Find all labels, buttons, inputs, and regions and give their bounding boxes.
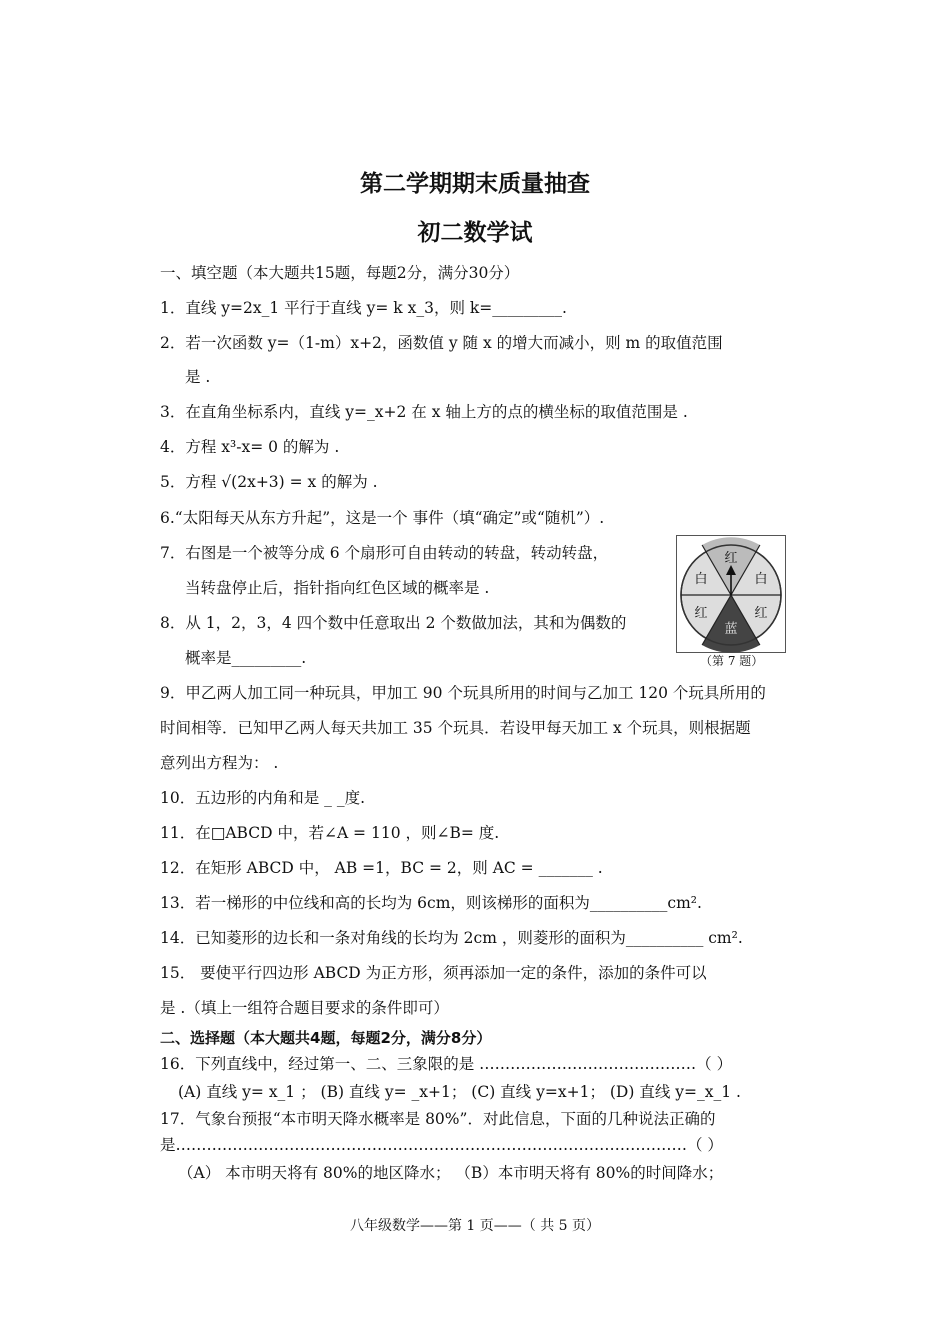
question-5: 5．方程 √(2x+3) = x 的解为 .	[160, 473, 378, 491]
exam-title: 第二学期期末质量抽查	[360, 171, 590, 197]
question-16: 16．下列直线中，经过第一、二、三象限的是 ……………………………………（ ）	[160, 1055, 733, 1073]
question-9-line3: 意列出方程为： .	[160, 754, 279, 772]
question-2-line1: 2．若一次函数 y=（1-m）x+2，函数值 y 随 x 的增大而减小，则 m 的取值范围	[160, 334, 723, 352]
section-heading-choice: 二、选择题（本大题共4题，每题2分，满分8分）	[160, 1029, 492, 1047]
sector-label-upper-right: 白	[754, 572, 768, 587]
exam-subtitle: 初二数学试	[417, 220, 533, 246]
question-17-options: （A） 本市明天将有 80%的地区降水； （B）本市明天将有 80%的时间降水；	[178, 1164, 724, 1182]
sector-label-top: 红	[724, 551, 738, 566]
question-15-line1: 15． 要使平行四边形 ABCD 为正方形，须再添加一定的条件，添加的条件可以	[160, 964, 707, 982]
question-2-line2: 是 .	[185, 368, 211, 386]
section-heading-fill: 一、填空题（本大题共15题，每题2分，满分30分）	[160, 264, 520, 282]
sector-label-bottom: 蓝	[724, 622, 738, 637]
page-footer: 八年级数学——第 1 页——（ 共 5 页）	[349, 1218, 601, 1234]
question-14: 14．已知菱形的边长和一条对角线的长均为 2cm ，则菱形的面积为__________ cm².	[160, 929, 743, 947]
question-15-line2: 是 .（填上一组符合题目要求的条件即可）	[160, 999, 449, 1017]
question-4: 4．方程 x³-x= 0 的解为 .	[160, 438, 340, 456]
question-10: 10．五边形的内角和是 _ _度.	[160, 789, 366, 807]
question-11: 11．在□ABCD 中，若∠A = 110 ，则∠B= 度.	[160, 824, 500, 842]
question-17-line1: 17．气象台预报“本市明天降水概率是 80%”．对此信息，下面的几种说法正确的	[160, 1110, 716, 1128]
question-9-line2: 时间相等．已知甲乙两人每天共加工 35 个玩具．若设甲每天加工 x 个玩具，则根据题	[160, 719, 751, 737]
question-12: 12．在矩形 ABCD 中， AB =1，BC = 2，则 AC = _______ .	[160, 859, 603, 877]
figure-caption: （第 7 题）	[700, 654, 764, 668]
sector-label-upper-left: 白	[694, 572, 708, 587]
question-8-line2: 概率是_________.	[185, 649, 307, 667]
question-6: 6.“太阳每天从东方升起”，这是一个 事件（填“确定”或“随机”）.	[160, 509, 605, 527]
question-7-line1: 7．右图是一个被等分成 6 个扇形可自由转动的转盘，转动转盘，	[160, 544, 609, 562]
question-1: 1．直线 y=2x_1 平行于直线 y= k x_3，则 k=_________.	[160, 299, 567, 317]
question-17-line2: 是………………………………………………………………………………………（ ）	[160, 1136, 723, 1154]
spinner-figure	[676, 535, 786, 653]
question-8-line1: 8．从 1，2，3，4 四个数中任意取出 2 个数做加法，其和为偶数的	[160, 614, 627, 632]
sector-label-lower-left: 红	[694, 606, 708, 621]
question-7-line2: 当转盘停止后，指针指向红色区域的概率是 .	[185, 579, 490, 597]
question-9-line1: 9．甲乙两人加工同一种玩具，甲加工 90 个玩具所用的时间与乙加工 120 个玩具所用的	[160, 684, 766, 702]
question-3: 3．在直角坐标系内，直线 y=_x+2 在 x 轴上方的点的横坐标的取值范围是 .	[160, 403, 688, 421]
sector-label-lower-right: 红	[754, 606, 768, 621]
question-13: 13．若一梯形的中位线和高的长均为 6cm，则该梯形的面积为__________cm².	[160, 894, 702, 912]
question-16-options: (A) 直线 y= x_1 ； (B) 直线 y= _x+1； (C) 直线 y=x+1； (D) 直线 y=_x_1 .	[178, 1083, 741, 1101]
